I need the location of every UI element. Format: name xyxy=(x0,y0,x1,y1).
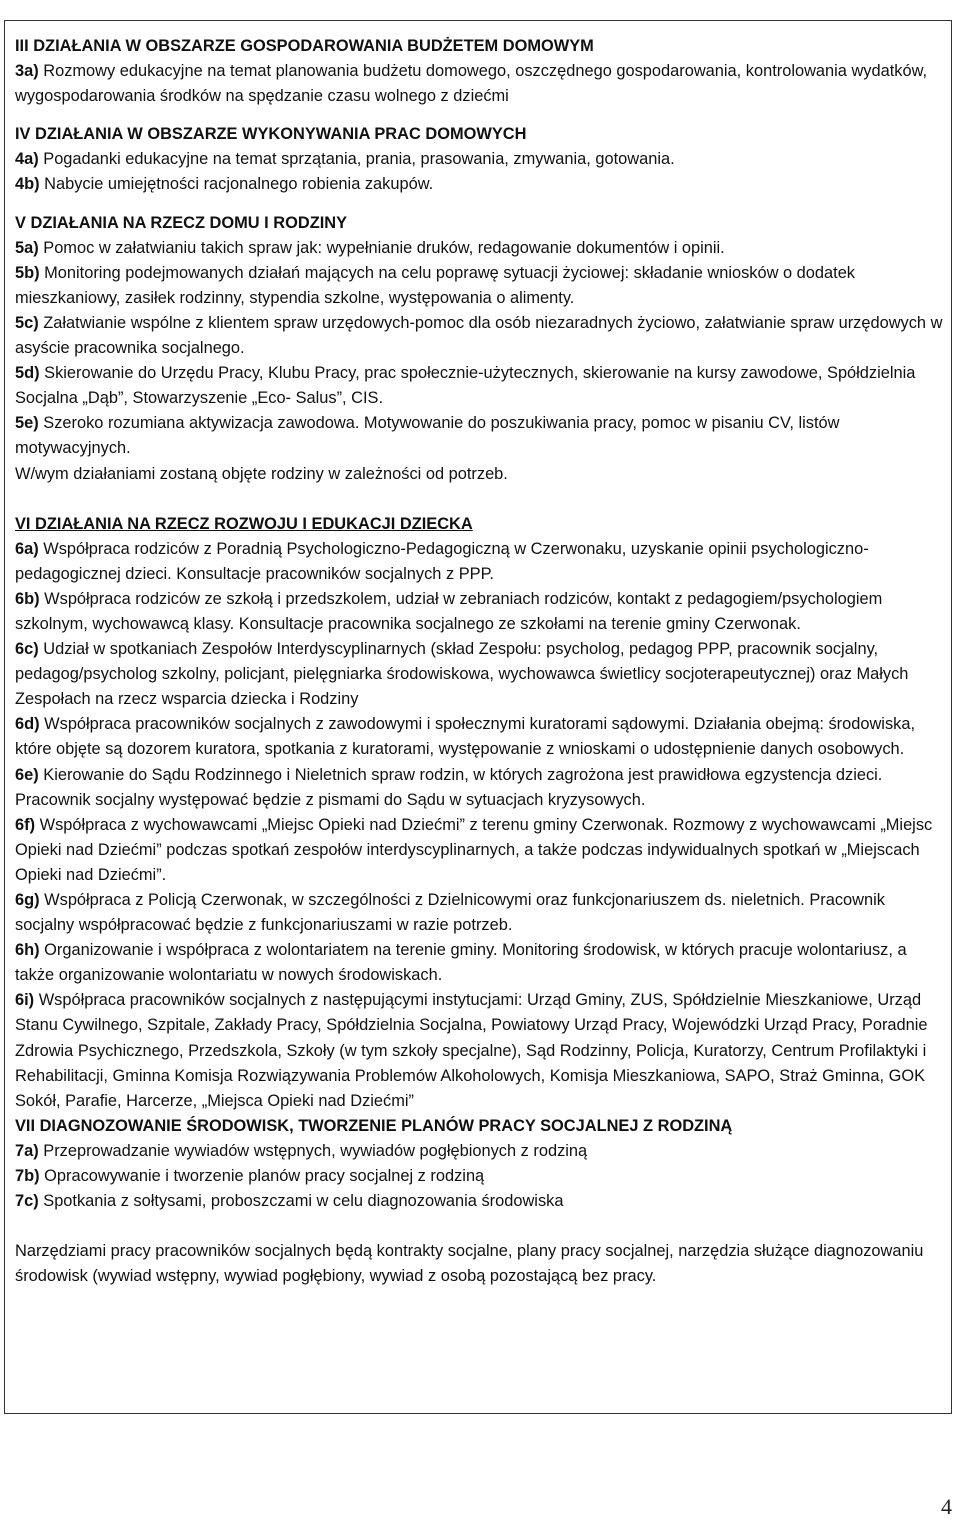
item-6d xyxy=(15,712,943,762)
section-heading-vii: VII DIAGNOZOWANIE ŚRODOWISK, TWORZENIE PLANÓW PRACY SOCJALNEJ Z RODZINĄ xyxy=(15,1116,733,1135)
item-5a xyxy=(15,236,943,261)
item-6f xyxy=(15,813,943,888)
item-label: 7b) xyxy=(15,1167,40,1186)
item-5b xyxy=(15,261,943,311)
item-text: Współpraca rodziców z Poradnią Psychologiczno-Pedagogiczną w Czerwonaku, uzyskanie opinii psychologiczno-pedagogicznej dzieci. Konsultacje pracowników socjalnych z PPP. xyxy=(15,539,869,583)
item-label: 5e) xyxy=(15,414,39,433)
item-text: Współpraca rodziców ze szkołą i przedszkolem, udział w zebraniach rodziców, kontakt z pedagogiem/psychologiem szkolnym, wychowawcą klasy. Konsultacje pracownika socjalnego ze szkołami na terenie gminy Czerwonak. xyxy=(15,589,883,633)
item-label: 6c) xyxy=(15,640,39,659)
section-heading-iv: IV DZIAŁANIA W OBSZARZE WYKONYWANIA PRAC DOMOWYCH xyxy=(15,125,527,144)
item-label: 6d) xyxy=(15,715,40,734)
item-label: 3a) xyxy=(15,62,39,81)
item-label: 7c) xyxy=(15,1192,39,1211)
item-7c xyxy=(15,1189,943,1214)
item-text: Monitoring podejmowanych działań mających na celu poprawę sytuacji życiowej: składanie wniosków o dodatek mieszkaniowy, zasiłek rodzinny, stypendia szkolne, występowania o alimenty. xyxy=(15,263,856,307)
item-label: 6e) xyxy=(15,765,39,784)
item-6a xyxy=(15,537,943,587)
closing-paragraph: Narzędziami pracy pracowników socjalnych będą kontrakty socjalne, plany pracy socjalnej, narzędzia służące diagnozowaniu środowisk (wywiad wstępny, wywiad pogłębiony, wywiad z osobą pozostającą bez pracy. xyxy=(15,1242,924,1286)
item-text: Nabycie umiejętności racjonalnego robienia zakupów. xyxy=(39,175,434,194)
item-label: 6i) xyxy=(15,991,35,1010)
item-6h xyxy=(15,938,943,988)
item-6c xyxy=(15,637,943,712)
item-5c xyxy=(15,311,943,361)
item-6g xyxy=(15,888,943,938)
item-text: Skierowanie do Urzędu Pracy, Klubu Pracy, prac społecznie-użytecznych, skierowanie na kursy zawodowe, Spółdzielnia Socjalna „Dąb”, Stowarzyszenie „Eco- Salus”, CIS. xyxy=(15,364,916,408)
item-text: Kierowanie do Sądu Rodzinnego i Nieletnich spraw rodzin, w których zagrożona jest prawidłowa egzystencja dzieci. Pracownik socjalny występować będzie z pismami do Sądu w sytuacjach kryzysowych. xyxy=(15,765,883,809)
item-text: Przeprowadzanie wywiadów wstępnych, wywiadów pogłębionych z rodziną xyxy=(38,1141,588,1160)
item-text: Współpraca z Policją Czerwonak, w szczególności z Dzielnicowymi oraz funkcjonariuszem ds. nieletnich. Pracownik socjalny współpracować będzie z funkcjonariuszami w razie potrzeb. xyxy=(15,891,885,935)
item-label: 6h) xyxy=(15,941,40,960)
item-label: 6b) xyxy=(15,589,40,608)
item-text: Pomoc w załatwianiu takich spraw jak: wypełnianie druków, redagowanie dokumentów i opinii. xyxy=(38,238,725,257)
item-label: 6g) xyxy=(15,891,40,909)
item-label: 5c) xyxy=(15,313,39,332)
item-6b xyxy=(15,587,943,637)
item-label: 5b) xyxy=(15,263,40,282)
section-heading-v: V DZIAŁANIA NA RZECZ DOMU I RODZINY xyxy=(15,213,348,232)
section-v-note: W/wym działaniami zostaną objęte rodziny w zależności od potrzeb. xyxy=(15,464,508,483)
item-text: Udział w spotkaniach Zespołów Interdyscyplinarnych (skład Zespołu: psycholog, pedagog PPP, pracownik socjalny, pedagog/psycholog szkolny, policjant, pielęgniarka środowiskowa, wychowawca świetlicy socjoterapeutycznej) oraz Małych Zespołach na rzecz wsparcia dziecka i Rodziny xyxy=(15,640,909,709)
item-4b xyxy=(15,172,943,197)
item-3a xyxy=(15,59,943,109)
item-label: 4b) xyxy=(15,175,40,194)
item-6i xyxy=(15,988,943,1113)
item-text: Współpraca pracowników socjalnych z następującymi instytucjami: Urząd Gminy, ZUS, Spółdzielnie Mieszkaniowe, Urząd Stanu Cywilnego, Szpitale, Zakłady Pracy, Spółdzielnia Socjalna, Powiatowy Urząd Pracy, Wojewódzki Urząd Pracy, Poradnie Zdrowia Psychicznego, Przedszkola, Szkoły (w tym szkoły specjalne), Sąd Rodzinny, Policja, Kuratorzy, Centrum Profilaktyki i Rehabilitacji, Gminna Komisja Rozwiązywania Problemów Alkoholowych, Komisja Mieszkaniowa, SAPO, Straż Gminna, GOK Sokół, Parafie, Harcerze, „Miejsca Opieki nad Dziećmi” xyxy=(15,991,928,1110)
item-7a xyxy=(15,1139,943,1164)
item-text: Spotkania z sołtysami, proboszczami w celu diagnozowania środowiska xyxy=(38,1192,564,1211)
item-label: 4a) xyxy=(15,150,39,169)
item-label: 6a) xyxy=(15,539,39,558)
document-body xyxy=(15,34,943,1289)
item-4a xyxy=(15,147,943,172)
item-text: Rozmowy edukacyjne na temat planowania budżetu domowego, oszczędnego gospodarowania, kontrolowania wydatków, wygospodarowania środków na spędzanie czasu wolnego z dziećmi xyxy=(15,62,928,106)
section-heading-iii: III DZIAŁANIA W OBSZARZE GOSPODAROWANIA BUDŻETEM DOMOWYM xyxy=(15,37,594,55)
item-text: Załatwianie wspólne z klientem spraw urzędowych-pomoc dla osób niezaradnych życiowo, załatwianie spraw urzędowych w asyście pracownika socjalnego. xyxy=(15,313,943,358)
item-6e xyxy=(15,763,943,813)
item-5e xyxy=(15,411,943,461)
item-label: 6f) xyxy=(15,815,36,834)
item-7b xyxy=(15,1164,943,1189)
item-text: Współpraca pracowników socjalnych z zawodowymi i społecznymi kuratorami sądowymi. Działania obejmą: środowiska, które objęte są dozorem kuratora, spotkania z kuratorami, występowanie z wnioskami o udostępnienie danych osobowych. xyxy=(15,715,916,759)
item-label: 5d) xyxy=(15,364,40,383)
item-5d xyxy=(15,361,943,411)
item-label: 7a) xyxy=(15,1141,39,1160)
item-text: Współpraca z wychowawcami „Miejsc Opieki nad Dziećmi” z terenu gminy Czerwonak. Rozmowy z wychowawcami „Miejsc Opieki nad Dziećmi” podczas spotkań zespołów interdyscyplinarnych, a także podczas indywidualnych spotkań w „Miejscach Opieki nad Dziećmi”. xyxy=(15,815,933,884)
item-text: Opracowywanie i tworzenie planów pracy socjalnej z rodziną xyxy=(39,1167,485,1186)
section-heading-vi: VI DZIAŁANIA NA RZECZ ROZWOJU I EDUKACJI DZIECKA xyxy=(15,514,473,533)
item-text: Pogadanki edukacyjne na temat sprzątania, prania, prasowania, zmywania, gotowania. xyxy=(38,150,675,169)
item-text: Organizowanie i współpraca z wolontariatem na terenie gminy. Monitoring środowisk, w których pracuje wolontariusz, a także organizowanie wolontariatu w nowych środowiskach. xyxy=(15,941,907,985)
item-text: Szeroko rozumiana aktywizacja zawodowa. Motywowanie do poszukiwania pracy, pomoc w pisaniu CV, listów motywacyjnych. xyxy=(15,414,840,458)
item-label: 5a) xyxy=(15,238,39,257)
page-number: 4 xyxy=(941,1494,952,1519)
